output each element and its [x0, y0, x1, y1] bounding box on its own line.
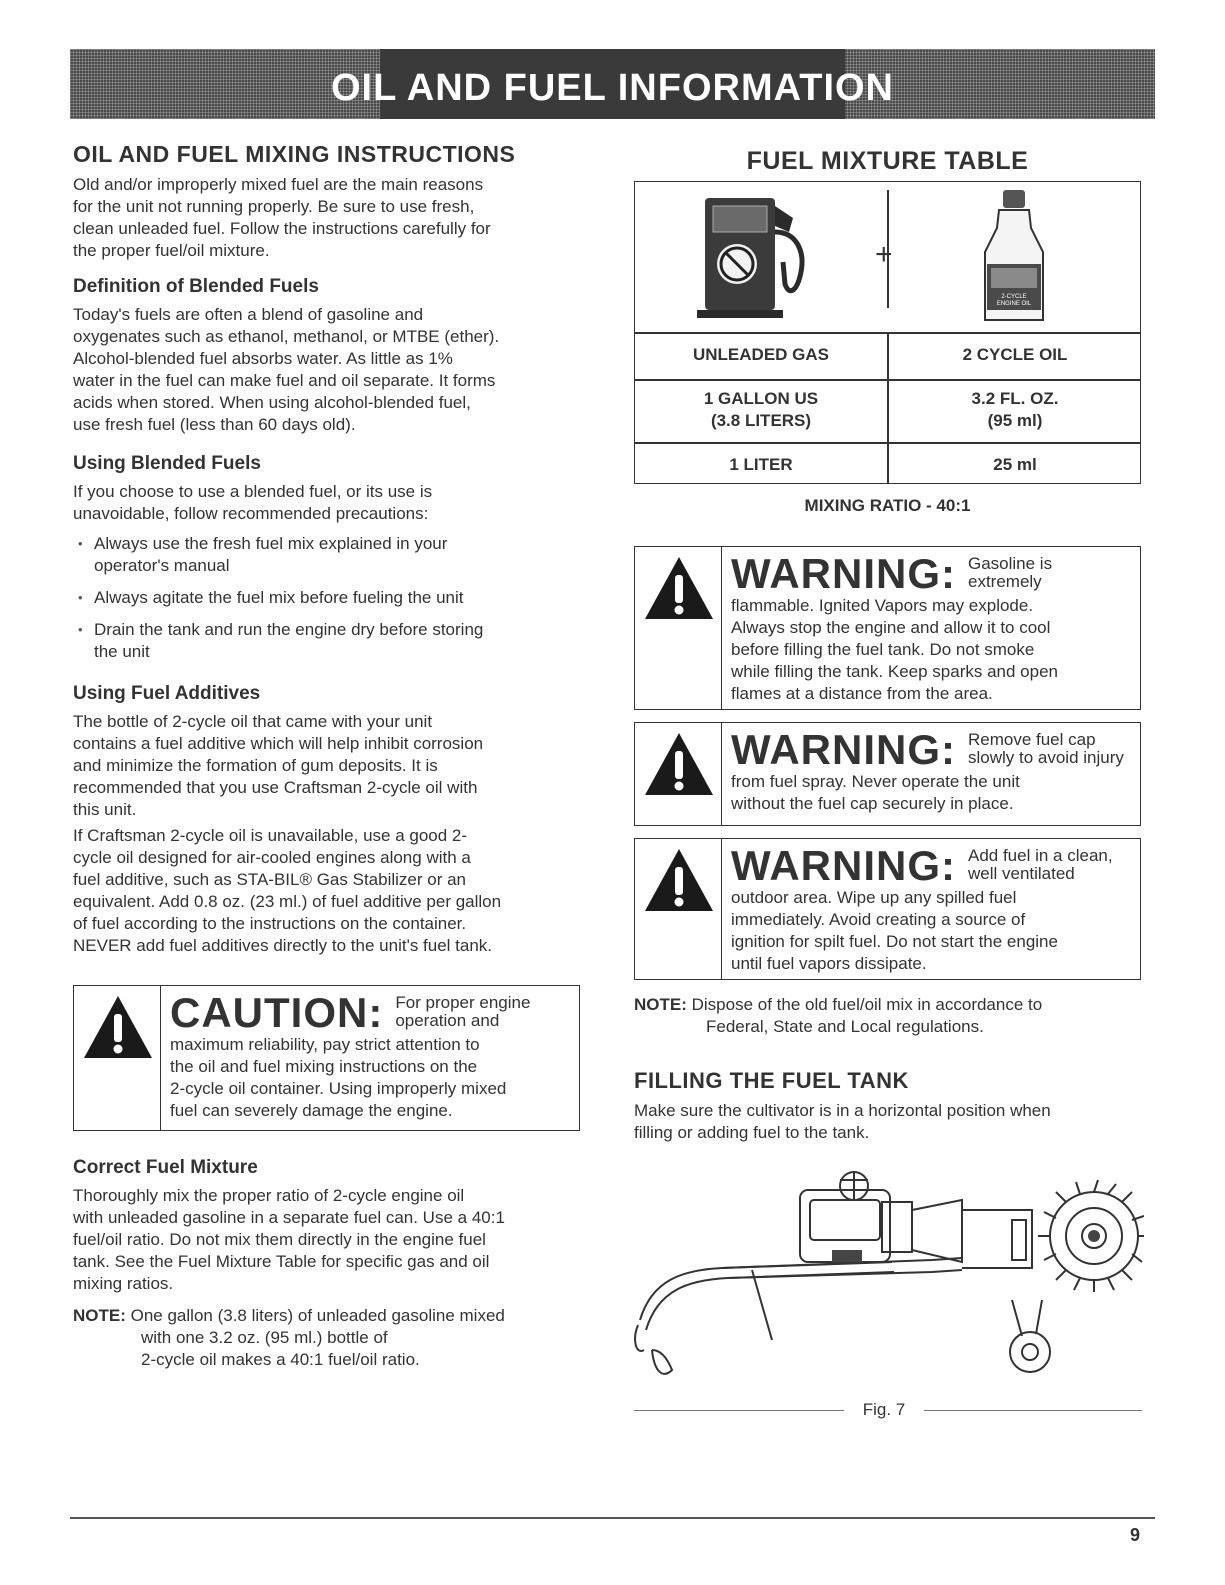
footer-rule: [70, 1517, 1155, 1519]
warning-text: flammable. Ignited Vapors may explode. Always stop the engine and allow it to cool before filling the fuel tank. Do not smoke while filling the tank. Keep sparks and open flames at a distance from the area.: [731, 596, 1058, 703]
filling-paragraph: Make sure the cultivator is in a horizontal position when filling or adding fuel to the tank.: [634, 1101, 1051, 1142]
note-left: NOTE: One gallon (3.8 liters) of unleaded gasoline mixed with one 3.2 oz. (95 ml.) bottle of 2-cycle oil makes a 40:1 fuel/oil ratio.: [73, 1306, 505, 1369]
note-right: NOTE: Dispose of the old fuel/oil mix in accordance to Federal, State and Local regulations.: [634, 995, 1043, 1036]
subheading-additives: Using Fuel Additives: [73, 683, 261, 704]
fig-rule-right: [924, 1410, 1142, 1411]
section-heading-filling: FILLING THE FUEL TANK: [634, 1068, 909, 1093]
fig-rule-left: [634, 1410, 844, 1411]
warning-text: from fuel spray. Never operate the unit without the fuel cap securely in place.: [731, 772, 1020, 813]
fuel-mixture-table: [634, 181, 1141, 484]
warning-box-fuel-cap: WARNING: Remove fuel cap slowly to avoid injury from fuel spray. Never operate the unit without the fuel cap securely in place.: [634, 722, 1141, 826]
caution-icon-cell: [74, 986, 161, 1130]
subheading-correct-mixture: Correct Fuel Mixture: [73, 1157, 258, 1178]
cell-oil-row1: 3.2 FL. OZ. (95 ml): [971, 389, 1059, 430]
warning-text: outdoor area. Wipe up any spilled fuel immediately. Avoid creating a source of ignition for spilt fuel. Do not start the engine until fuel vapors dissipate.: [731, 888, 1058, 973]
list-item: • Drain the tank and run the engine dry before storing the unit: [76, 619, 576, 663]
definition-paragraph: Today's fuels are often a blend of gasoline and oxygenates such as ethanol, methanol, or MTBE (ether). Alcohol-blended fuel absorbs water. As little as 1% water in the fuel can make fuel and oil separate. It forms acids when stored. When using alcohol-blended fuel, use fresh fuel (less than 60 days old).: [73, 305, 500, 434]
cell-oil-row2: 25 ml: [993, 455, 1037, 474]
correct-mixture-paragraph: Thoroughly mix the proper ratio of 2-cycle engine oil with unleaded gasoline in a separate fuel can. Use a 40:1 fuel/oil ratio. Do not mix them directly in the engine fuel tank. See the Fuel Mixture Table for specific gas and oil mixing ratios.: [73, 1186, 505, 1293]
precautions-list: [76, 533, 576, 663]
gas-pump-icon: [697, 192, 827, 322]
page-banner: [70, 49, 1155, 119]
col-header-oil: 2 CYCLE OIL: [962, 345, 1068, 364]
svg-text:2-CYCLE: 2-CYCLE: [1001, 294, 1027, 300]
list-item: • Always use the fresh fuel mix explained in your operator's manual: [76, 533, 576, 577]
table-title: FUEL MIXTURE TABLE: [746, 147, 1029, 175]
warning-word: WARNING:: [731, 726, 956, 773]
warning-triangle-icon: [643, 555, 715, 621]
cell-gas-row2: 1 LITER: [729, 455, 793, 474]
subheading-definition: Definition of Blended Fuels: [73, 276, 319, 297]
col-header-gas: UNLEADED GAS: [692, 345, 829, 364]
oil-bottle-icon: [979, 188, 1049, 326]
svg-text:ENGINE OIL: ENGINE OIL: [996, 301, 1032, 307]
warning-triangle-icon: [82, 994, 154, 1060]
cultivator-illustration: [632, 1150, 1144, 1390]
figure-caption: Fig. 7: [862, 1400, 906, 1419]
using-blended-paragraph: If you choose to use a blended fuel, or its use is unavoidable, follow recommended precautions:: [73, 482, 433, 523]
warning-triangle-icon: [643, 847, 715, 913]
warning-box-gasoline: WARNING: Gasoline is extremely flammable. Ignited Vapors may explode. Always stop the engine and allow it to cool before filling the fuel tank. Do not smoke while filling the tank. Keep sparks and open flames at a distance from the area.: [634, 546, 1141, 710]
page-title: OIL AND FUEL INFORMATION: [330, 67, 894, 109]
caution-box: CAUTION: For proper engine operation and maximum reliability, pay strict attention to the oil and fuel mixing instructions on the 2-cycle oil container. Using improperly mixed fuel can severely damage the engine.: [73, 985, 580, 1131]
caution-word: CAUTION:: [170, 989, 384, 1036]
cell-gas-row1: 1 GALLON US (3.8 LITERS): [703, 389, 819, 430]
subheading-using-blended: Using Blended Fuels: [73, 453, 261, 474]
additives-paragraph-2: If Craftsman 2-cycle oil is unavailable, use a good 2- cycle oil designed for air-cooled engines along with a fuel additive, such as STA-BIL® Gas Stabilizer or an equivalent. Add 0.8 oz. (23 ml.) of fuel additive per gallon of fuel according to the instructions on the container. NEVER add fuel additives directly to the unit's fuel tank.: [73, 826, 502, 955]
warning-word: WARNING:: [731, 550, 956, 597]
warning-triangle-icon: [643, 731, 715, 797]
additives-paragraph-1: The bottle of 2-cycle oil that came with your unit contains a fuel additive which will help inhibit corrosion and minimize the formation of gum deposits. It is recommended that you use Craftsman 2-cycle oil with this unit.: [73, 712, 484, 819]
mixing-ratio: MIXING RATIO - 40:1: [804, 496, 971, 515]
caution-text: maximum reliability, pay strict attention to the oil and fuel mixing instructions on the 2-cycle oil container. Using improperly mixed fuel can severely damage the engine.: [170, 1035, 507, 1120]
list-item: • Always agitate the fuel mix before fueling the unit: [76, 587, 576, 609]
warning-box-ventilation: WARNING: Add fuel in a clean, well ventilated outdoor area. Wipe up any spilled fuel immediately. Avoid creating a source of ignition for spilt fuel. Do not start the engine until fuel vapors dissipate.: [634, 838, 1141, 980]
warning-word: WARNING:: [731, 842, 956, 889]
page-number: 9: [1129, 1525, 1140, 1545]
intro-paragraph: Old and/or improperly mixed fuel are the main reasons for the unit not running properly. Be sure to use fresh, clean unleaded fuel. Follow the instructions carefully for the proper fuel/oil mixture.: [73, 175, 491, 260]
section-heading-mixing: OIL AND FUEL MIXING INSTRUCTIONS: [73, 141, 516, 167]
plus-sign: +: [875, 238, 893, 271]
